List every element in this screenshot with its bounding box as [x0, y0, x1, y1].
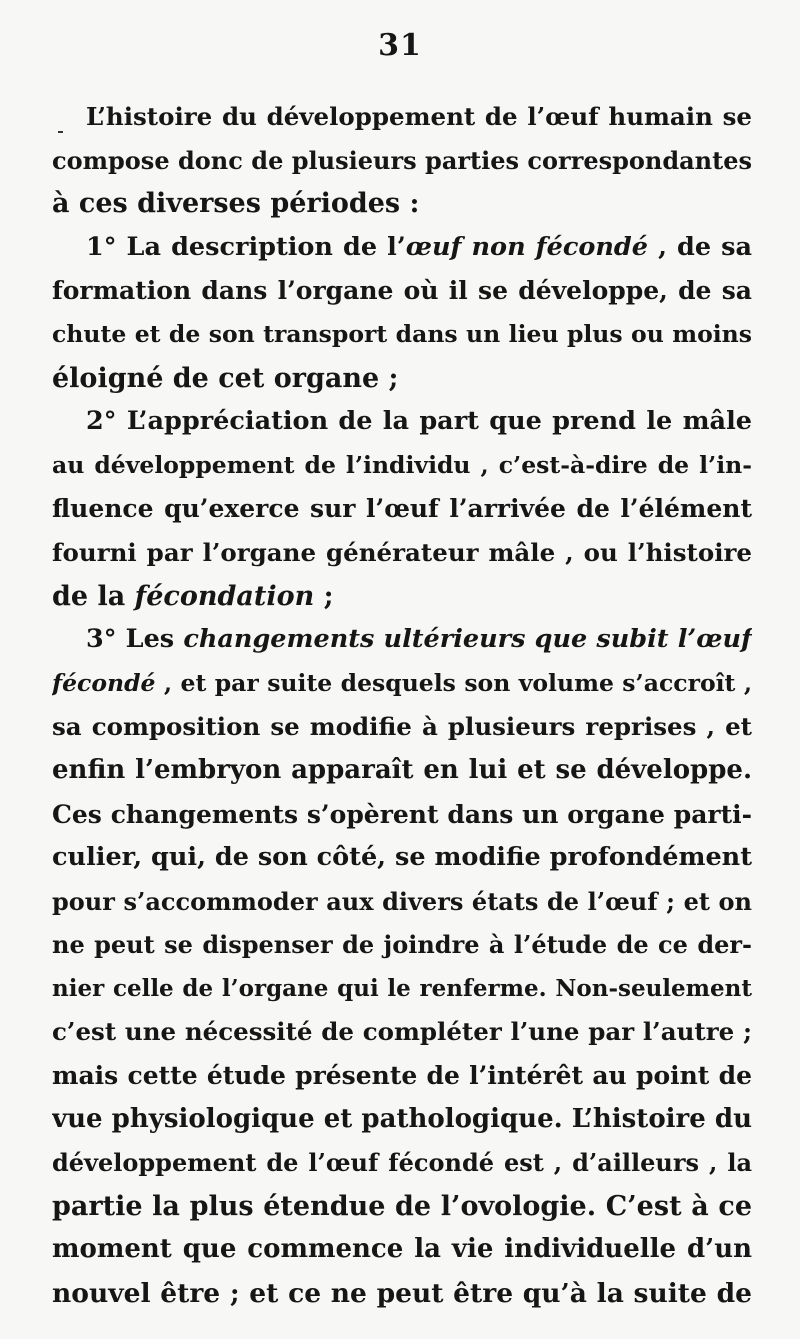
- text-segment: formation dans l’organe où il se développe, de sa: [52, 276, 752, 306]
- text-line: [52, 923, 752, 967]
- page-number: 31: [378, 28, 422, 63]
- text-segment: ne peut se dispenser de joindre à l’étude de ce der-: [52, 930, 752, 960]
- text-segment: 3° Les: [86, 624, 184, 655]
- text-line: [52, 95, 752, 139]
- text-line: [52, 793, 752, 837]
- text-segment: partie la plus étendue de l’ovologie. C’est à ce: [52, 1190, 752, 1222]
- text-segment: éloigné de cet organe ;: [52, 362, 399, 394]
- text-line: [52, 1272, 752, 1316]
- text-segment: développement de l’œuf fécondé est , d’ailleurs , la: [52, 1148, 752, 1178]
- text-segment: nier celle de l’organe qui le renferme. Non-seulement: [52, 974, 752, 1002]
- text-line: [52, 880, 752, 924]
- italic-text: fécondation: [134, 580, 315, 612]
- text-line: [52, 1141, 752, 1185]
- text-segment: 1° La description de l’: [86, 231, 406, 262]
- text-segment: mais cette étude présente de l’intérêt au point de: [52, 1061, 752, 1091]
- text-line: [52, 269, 752, 313]
- text-line: [52, 575, 752, 619]
- text-line: [52, 662, 752, 706]
- text-line: [52, 400, 752, 444]
- italic-text: œuf non fécondé: [405, 231, 648, 262]
- text-segment: à ces diverses périodes :: [52, 188, 420, 220]
- text-segment: culier, qui, de son côté, se modifie profondément: [52, 842, 752, 873]
- text-line: [52, 749, 752, 793]
- text-segment: enfin l’embryon apparaît en lui et se développe.: [52, 754, 752, 785]
- text-segment: 2° L’appréciation de la part que prend le mâle: [86, 406, 752, 437]
- text-segment: sa composition se modifie à plusieurs reprises , et: [52, 712, 752, 742]
- text-segment: , de sa: [648, 231, 752, 262]
- text-line: [52, 531, 752, 575]
- text-line: [52, 1098, 752, 1142]
- text-segment: vue physiologique et pathologique. L’histoire du: [52, 1103, 752, 1134]
- text-line: [52, 487, 752, 531]
- text-line: [52, 444, 752, 488]
- text-segment: de la: [52, 580, 135, 612]
- text-segment: pour s’accommoder aux divers états de l’œuf ; et on: [52, 886, 752, 916]
- text-line: [52, 182, 752, 226]
- text-line: [52, 1054, 752, 1098]
- text-line: [52, 357, 752, 401]
- text-line: [52, 139, 752, 183]
- text-segment: Ces changements s’opèrent dans un organe parti-: [52, 799, 752, 829]
- text-segment: chute et de son transport dans un lieu plus ou moins: [52, 319, 752, 348]
- text-segment: nouvel être ; et ce ne peut être qu’à la suite de: [52, 1278, 752, 1310]
- text-segment: compose donc de plusieurs parties correspondantes: [52, 145, 752, 175]
- text-line: [52, 1228, 752, 1272]
- margin-mark: [58, 131, 63, 133]
- text-line: [52, 967, 752, 1011]
- text-segment: , et par suite desquels son volume s’accroît ,: [155, 668, 752, 697]
- italic-text: fécondé: [52, 668, 156, 697]
- text-segment: fourni par l’organe générateur mâle , ou l’histoire: [52, 537, 752, 567]
- text-segment: L’histoire du développement de l’œuf humain se: [86, 102, 752, 131]
- text-line: [52, 705, 752, 749]
- text-line: [52, 618, 752, 662]
- text-segment: ;: [314, 580, 334, 612]
- text-segment: moment que commence la vie individuelle d’un: [52, 1234, 752, 1265]
- italic-text: changements ultérieurs que subit l’œuf: [183, 624, 752, 655]
- text-segment: fluence qu’exerce sur l’œuf l’arrivée de l’élément: [52, 494, 752, 524]
- text-line: [52, 226, 752, 270]
- text-segment: c’est une nécessité de compléter l’une par l’autre ;: [52, 1017, 752, 1047]
- body-text: [52, 95, 752, 1316]
- text-line: [52, 1185, 752, 1229]
- text-line: [52, 836, 752, 880]
- text-segment: au développement de l’individu , c’est-à-dire de l’in-: [52, 450, 752, 479]
- text-line: [52, 313, 752, 357]
- text-line: [52, 1010, 752, 1054]
